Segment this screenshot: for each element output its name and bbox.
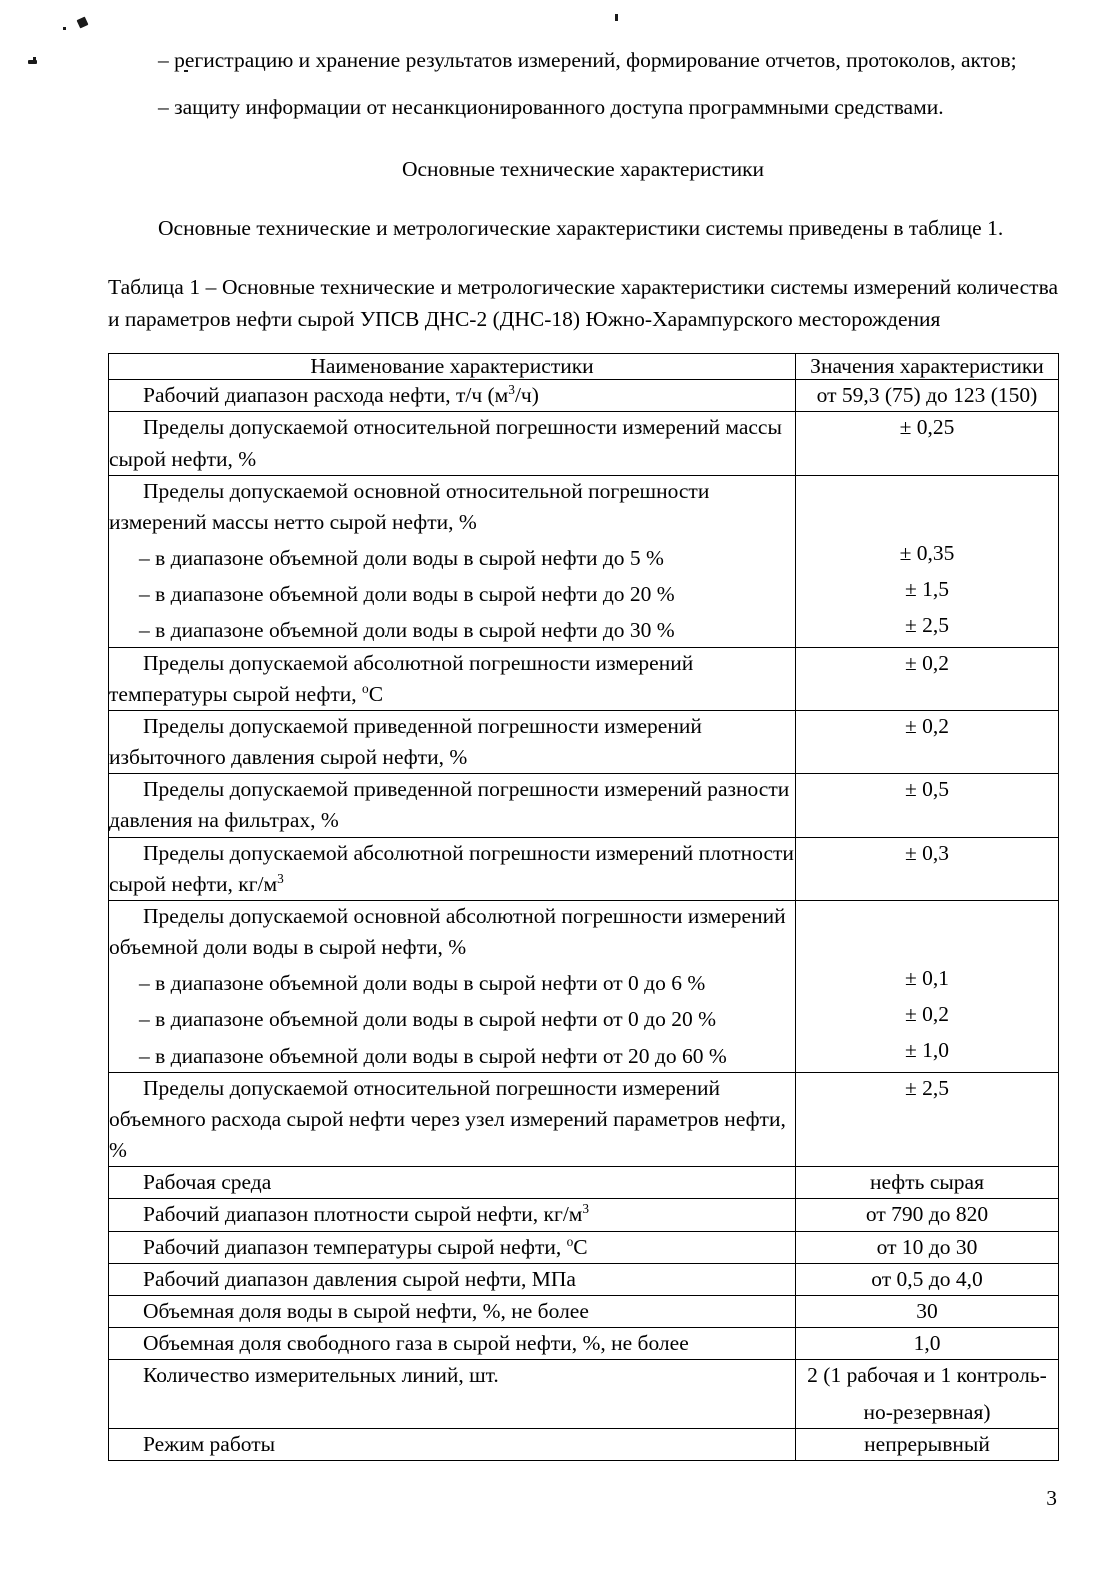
- row-name-text: Пределы допускаемой приведенной погрешности измерений разности давления на фильтрах, %: [109, 777, 790, 833]
- table-row: [109, 1360, 1059, 1428]
- row-name-text: Рабочий диапазон плотности сырой нефти, $кг/м^3$: [143, 1201, 590, 1227]
- table-row: [109, 837, 1059, 900]
- row-value-line: но-резервная): [863, 1399, 991, 1424]
- table-row: [109, 1263, 1059, 1295]
- row-name-text: Объемная доля свободного газа в сырой нефти, %, не более: [143, 1331, 689, 1356]
- header-characteristic-value: Значения характеристики: [796, 354, 1059, 380]
- table-row: [109, 1199, 1059, 1231]
- table-row: [109, 1231, 1059, 1263]
- row-name-cell: [109, 412, 796, 475]
- row-name-text: Объемная доля воды в сырой нефти, %, не более: [143, 1299, 589, 1323]
- row-name-text: Пределы допускаемой абсолютной погрешности измерений температуры сырой нефти, $^о$С: [109, 650, 694, 706]
- row-value-cell: ± 0,2: [796, 710, 1059, 773]
- row-name-text: Рабочий диапазон расхода нефти, т/ч $(м^3/ч)$: [143, 382, 539, 408]
- row-value-cell: 1,0: [796, 1328, 1059, 1360]
- row-name-cell: [109, 1360, 796, 1428]
- row-value-line: 2 (1 рабочая и 1 контроль-: [807, 1363, 1047, 1388]
- row-name-text: Пределы допускаемой относительной погрешности измерений массы сырой нефти, %: [109, 415, 782, 471]
- table-caption: Таблица 1 – Основные технические и метрологические характеристики системы измерений количества и параметров нефти сырой УПСВ ДНС-2 (ДНС-18) Южно-Харампурского месторождения: [108, 274, 1058, 331]
- row-name-cell: [109, 1199, 796, 1231]
- superscript-three: 3: [277, 870, 284, 886]
- row-subitem: – в диапазоне объемной доли воды в сырой нефти до 30 %: [139, 618, 675, 643]
- scan-artifact-speck: [615, 14, 618, 21]
- row-name-cell: [109, 1167, 796, 1199]
- row-value-cell: ± 0,2: [796, 647, 1059, 710]
- row-name-cell: [109, 1328, 796, 1360]
- row-subitem: – в диапазоне объемной доли воды в сырой нефти до 20 %: [139, 582, 675, 607]
- row-name-cell: [109, 1263, 796, 1295]
- row-value-line: ± 2,5: [904, 613, 950, 638]
- degree-symbol: о: [362, 680, 369, 696]
- row-value-cell: от 59,3 (75) до 123 (150): [796, 380, 1059, 412]
- row-name-text: Пределы допускаемой приведенной погрешности измерений избыточного давления сырой нефти, %: [109, 713, 702, 770]
- intro-paragraph: Основные технические и метрологические характеристики системы приведены в таблице 1.: [158, 216, 1004, 241]
- row-name-cell: [109, 710, 796, 773]
- scan-artifact-dot: [63, 27, 66, 30]
- document-content: [108, 44, 1058, 1461]
- row-name-cell: [109, 1296, 796, 1328]
- row-value-cell: нефть сырая: [796, 1167, 1059, 1199]
- section-heading: Основные технические характеристики: [401, 157, 765, 182]
- row-name-text: Рабочий диапазон температуры сырой нефти, $^о$С: [143, 1233, 588, 1259]
- row-value-line: ± 1,5: [904, 576, 950, 601]
- row-value-cell: ± 0,5: [796, 774, 1059, 837]
- table-row: [109, 1072, 1059, 1167]
- row-value-line: ± 0,35: [899, 540, 955, 565]
- row-subitem: – в диапазоне объемной доли воды в сырой нефти от 20 до 60 %: [139, 1043, 727, 1068]
- row-value-cell: ± 0,3: [796, 837, 1059, 900]
- table-body: [109, 380, 1059, 1461]
- table-row: [109, 380, 1059, 412]
- superscript-three: 3: [508, 382, 515, 398]
- header-characteristic-name: Наименование характеристики: [109, 354, 796, 380]
- row-value-cell: ± 0,25: [796, 412, 1059, 475]
- row-value-cell: [796, 1360, 1059, 1428]
- table-row: [109, 475, 1059, 647]
- page-number: 3: [1046, 1486, 1057, 1510]
- row-name-cell: [109, 1231, 796, 1263]
- body-paragraph-registration: – регистрацию и хранение результатов измерений, формирование отчетов, протоколов, актов;: [158, 48, 1017, 72]
- superscript-three: 3: [582, 1201, 590, 1217]
- row-name-text: Пределы допускаемой абсолютной погрешности измерений плотности сырой нефти, $кг/м^3$: [109, 840, 794, 896]
- row-subitem: – в диапазоне объемной доли воды в сырой нефти от 0 до 20 %: [139, 1007, 717, 1032]
- row-name-cell: [109, 1072, 796, 1167]
- row-name-text: Рабочий диапазон давления сырой нефти, МПа: [143, 1266, 576, 1291]
- row-value-cell: от 0,5 до 4,0: [796, 1263, 1059, 1295]
- table-row: [109, 1328, 1059, 1360]
- row-name-cell: [109, 900, 796, 1072]
- row-name-text: Пределы допускаемой относительной погрешности измерений объемного расхода сырой нефти через узел измерений параметров нефти, %: [109, 1075, 786, 1163]
- row-name-cell: [109, 475, 796, 647]
- row-value-cell: ± 2,5: [796, 1072, 1059, 1167]
- row-value-cell: 30: [796, 1296, 1059, 1328]
- row-value-line: ± 0,1: [904, 965, 950, 990]
- row-value-cell: [796, 475, 1059, 647]
- row-name-cell: [109, 380, 796, 412]
- table-row: [109, 774, 1059, 837]
- row-name-cell: [109, 647, 796, 710]
- table-row: [109, 412, 1059, 475]
- scan-artifact-hook-stem: [33, 57, 36, 64]
- row-name-cell: [109, 1428, 796, 1460]
- specifications-table: [108, 353, 1059, 1461]
- row-value-cell: непрерывный: [796, 1428, 1059, 1460]
- row-subitem: – в диапазоне объемной доли воды в сырой нефти до 5 %: [139, 546, 664, 571]
- row-name-cell: [109, 774, 796, 837]
- table-row: [109, 710, 1059, 773]
- table-row: [109, 900, 1059, 1072]
- row-name-text: Рабочая среда: [143, 1170, 272, 1195]
- table-row: [109, 1296, 1059, 1328]
- row-value-cell: от 10 до 30: [796, 1231, 1059, 1263]
- row-name-cell: [109, 837, 796, 900]
- row-value-line: ± 0,2: [904, 1002, 950, 1027]
- row-value-cell: [796, 900, 1059, 1072]
- body-paragraph-protection: – защиту информации от несанкционированного доступа программными средствами.: [158, 94, 944, 119]
- table-row: [109, 1428, 1059, 1460]
- row-subitem: – в диапазоне объемной доли воды в сырой нефти от 0 до 6 %: [139, 971, 706, 996]
- row-name-text: Режим работы: [143, 1431, 276, 1456]
- table-row: [109, 647, 1059, 710]
- scan-artifact-mark: [77, 17, 89, 29]
- table-row: [109, 1167, 1059, 1199]
- row-name-text: Пределы допускаемой основной относительной погрешности измерений массы нетто сырой нефти, %: [109, 478, 710, 534]
- degree-symbol: о: [566, 1233, 574, 1249]
- row-name-text: Количество измерительных линий, шт.: [143, 1363, 499, 1388]
- row-value-line: ± 1,0: [904, 1038, 950, 1063]
- table-header-row: [109, 354, 1059, 380]
- row-name-text: Пределы допускаемой основной абсолютной погрешности измерений объемной доли воды в сырой нефти, %: [109, 903, 786, 960]
- row-value-cell: от 790 до 820: [796, 1199, 1059, 1231]
